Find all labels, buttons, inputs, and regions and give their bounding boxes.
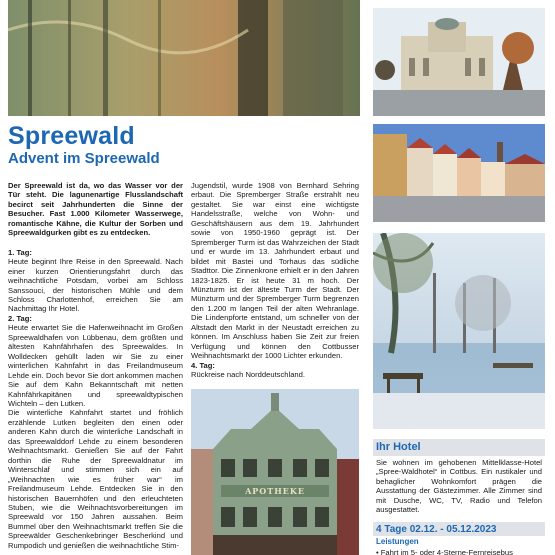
hotel-info-box (373, 439, 545, 516)
day2-label: 2. Tag: (8, 313, 32, 323)
article-subtitle: Advent im Spreewald (8, 150, 160, 167)
day2-text-continued: Die winterliche Kahnfahrt startet und fröhlich erzählende Lutken begleiten den einen oder anderen Kahn durch die winterliche Landschaft in das Spreewalddorf Lehde zu einem besonderen Weihnachtsmarkt. Genießen Sie auf der Fahrt dorthin die Ruhe der Spreewaldnatur im Winterschlaf und stimmen sich ein auf „Weihnachten wie es früher war“ im Freilandmuseum Lehde. Entdecken Sie in den historischen Bauernhöfen und den erleuchteten Stuben, wie die Weihnachtsvorbereitungen im Spreewald vor 150 Jahren aussahen. Beim Bummel über den Weihnachtsmarkt treffen Sie die Spreewälder Geschenkebringer Bescherkind und Rumpodich und genießen die weihnachtliche Stim- (8, 408, 183, 550)
cottbus-text: Jugendstil, wurde 1908 von Bernhard Sehring erbaut. Die Spremberger Straße erstrahlt neu gestaltet. Sie war einst eine wichtigste Handelsstraße, welche von Wohn- und Geschäftshäusern aus dem 19. Jahrhundert sowie von 1950-1960 geprägt ist. Der Spremberger Turm ist das Wahrzeichen der Stadt und er wurde im 13. Jahrhundert erbaut und bildet mit Bastei und Torhaus das südliche Stadttor. Die Zinnenkrone erhielt er in den Jahren 1823-1825. Er ist heute 31 m hoch. Der Münzturm ist der älteste Turm der Stadt. Der Münzturm und der Spremberger Turm begrenzen den 1.200 m langen Teil der alten Wehranlage. Die Lindenpforte entstand, um schneller von der Altstadt den Markt in der Neustadt erreichen zu können. Im Anschluss haben Sie Zeit zur freien Verfügung und können den Cottbusser Weihnachtsmarkt der 1000 Lichter erkunden. (191, 181, 359, 361)
article-column-1 (8, 181, 183, 550)
tour-dates-box (373, 522, 545, 555)
apotheke-sign: APOTHEKE (245, 486, 305, 496)
photo-winter-park (373, 233, 545, 429)
photo-apotheke (191, 389, 359, 555)
photo-altmarkt (373, 124, 545, 222)
day4-label: 4. Tag: (191, 360, 215, 370)
hotel-description: Sie wohnen im gehobenen Mittelklasse-Hotel „Spree-Waldhotel“ in Cottbus. Ein rustikaler und behaglicher Wohnkomfort prägen die Ausstattung der Gästezimmer. Alle Zimmer sind mit Dusche, WC, TV, Radio und Telefon ausgestattet. (376, 458, 542, 515)
day1-text: Heute beginnt Ihre Reise in den Spreewald. Nach einer kurzen Orientierungsfahrt durch das weihnachtliche Potsdam, vorbei am Schloss Sanssouci, der historischen Mühle und dem Schloss Charlottenhof, erreichen Sie am Nachmittag Ihr Hotel. (8, 257, 183, 314)
article-title: Spreewald (8, 122, 135, 150)
day4-text: Rückreise nach Norddeutschland. (191, 370, 305, 380)
leistungen-item: • Fahrt im 5- oder 4-Sterne-Fernreisebus (376, 548, 513, 555)
article-header (8, 122, 363, 167)
day1-label: 1. Tag: (8, 247, 32, 257)
photo-staatstheater (373, 8, 545, 116)
tour-dates: 4 Tage 02.12. - 05.12.2023 (373, 522, 545, 536)
photo-spreewald-reflection (8, 0, 360, 116)
article-column-2 (191, 181, 359, 380)
article-lead: Der Spreewald ist da, wo das Wasser vor der Tür steht. Die lagunenartige Flusslandschaft becirct seit Jahrhunderten die Sinne der Besucher. Fast 1.000 Kilometer Wasserwege, romantische Kähne, die Kultur der Sorben und Spreewaldgurken gibt es zu entdecken. (8, 181, 183, 238)
day2-text: Heute erwartet Sie die Hafenweihnacht im Großen Spreewaldhafen von Lübbenau, dem größten und ältesten Kahnfährhafen des Spreewaldes. In Wolldecken gehüllt laden wir Sie zu einer winterlichen Kahnfahrt in das Freilandmuseum Lehde ein. Doch bevor Sie dort ankommen machen Sie auf dem Kahn Bekanntschaft mit netten Kahnfährkapitänen und spreewaldtypischen Wichteln – den Lutken. (8, 323, 183, 408)
hotel-heading: Ihr Hotel (373, 439, 545, 456)
leistungen-label: Leistungen (376, 537, 419, 546)
